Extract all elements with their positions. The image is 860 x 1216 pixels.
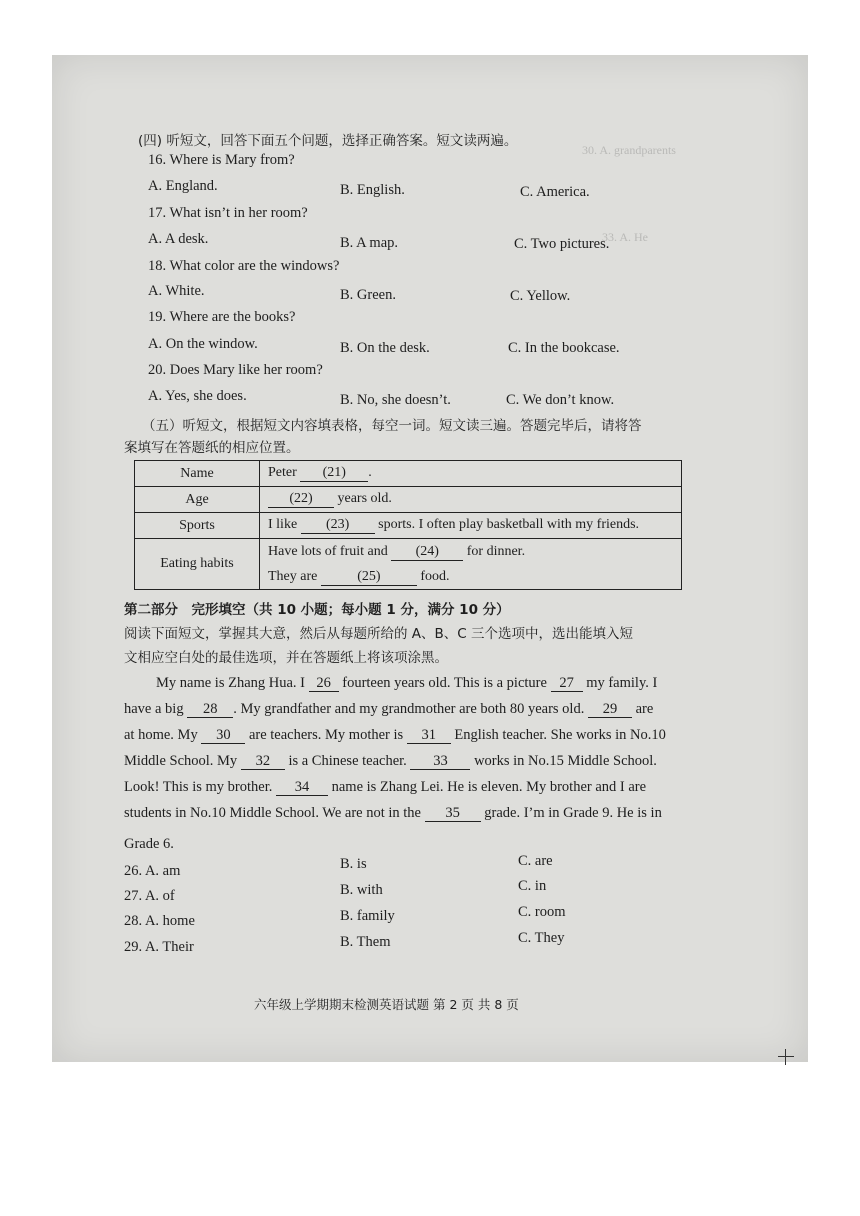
option-27-a: 27. A. of	[124, 888, 175, 904]
row-text: for dinner.	[466, 544, 526, 559]
option-26-a: 26. A. am	[124, 863, 181, 879]
question-18: 18. What color are the windows?	[148, 258, 340, 274]
blank-22: (22)	[268, 492, 334, 508]
section5-heading-cont: 案填写在答题纸的相应位置。	[124, 440, 300, 456]
row-text: food.	[420, 569, 450, 584]
row-text: years old.	[337, 491, 392, 507]
passage-text: My name is Zhang Hua. I	[156, 675, 305, 691]
question-20: 20. Does Mary like her room?	[148, 362, 323, 378]
blank-30: 30	[201, 728, 245, 744]
passage-text: are	[635, 701, 654, 717]
row-text: sports. I often play basketball with my friends.	[378, 517, 640, 533]
option-29-b: B. Them	[340, 934, 391, 950]
option-26-c: C. are	[518, 853, 553, 869]
passage-text: is a Chinese teacher.	[288, 753, 407, 769]
passage-text: name is Zhang Lei. He is eleven. My brother and I are	[331, 779, 647, 795]
blank-24: (24)	[391, 545, 463, 561]
row-text: Peter	[268, 465, 297, 481]
blank-23: (23)	[301, 518, 375, 534]
row-label-eating: Eating habits	[135, 539, 260, 590]
section4-heading: (四) 听短文，回答下面五个问题，选择正确答案。短文读两遍。	[138, 133, 518, 149]
option-28-a: 28. A. home	[124, 913, 195, 929]
option-27-c: C. in	[518, 878, 547, 894]
row-content-name	[260, 461, 682, 487]
question-16: 16. Where is Mary from?	[148, 152, 295, 168]
part2-instructions-cont: 文相应空白处的最佳选项，并在答题纸上将该项涂黑。	[124, 650, 448, 666]
option-19-b: B. On the desk.	[340, 340, 430, 356]
blank-27: 27	[551, 676, 583, 692]
option-29-c: C. They	[518, 930, 565, 946]
row-label-age: Age	[135, 487, 260, 513]
row-label-sports: Sports	[135, 513, 260, 539]
passage-line-4	[124, 753, 657, 770]
option-26-b: B. is	[340, 856, 367, 872]
row-text: They are	[268, 569, 318, 584]
passage-text: students in No.10 Middle School. We are not in the	[124, 805, 421, 821]
table-row	[135, 539, 682, 590]
passage-text: . My grandfather and my grandmother are both 80 years old.	[233, 701, 585, 717]
passage-text: grade. I’m in Grade 9. He is in	[484, 805, 662, 821]
blank-34: 34	[276, 780, 328, 796]
passage-line-1	[156, 675, 657, 692]
bleed-through-text: 33. A. He	[602, 230, 648, 244]
blank-25: (25)	[321, 570, 417, 586]
option-16-c: C. America.	[520, 184, 590, 200]
option-16-b: B. English.	[340, 182, 405, 198]
option-27-b: B. with	[340, 882, 383, 898]
blank-29: 29	[588, 702, 632, 718]
blank-28: 28	[187, 702, 233, 718]
option-16-a: A. England.	[148, 178, 218, 194]
option-17-a: A. A desk.	[148, 231, 209, 247]
table-row	[135, 487, 682, 513]
answer-table	[134, 460, 682, 590]
section5-heading: （五）听短文，根据短文内容填表格，每空一词。短文读三遍。答题完毕后，请将答	[142, 418, 642, 434]
passage-text: my family. I	[586, 675, 658, 691]
exam-page	[52, 55, 808, 1062]
option-20-c: C. We don’t know.	[506, 392, 615, 408]
page-footer: 六年级上学期期末检测英语试题 第 2 页 共 8 页	[254, 997, 519, 1012]
passage-line-2	[124, 701, 653, 718]
option-20-a: A. Yes, she does.	[148, 388, 247, 404]
part2-heading: 第二部分 完形填空（共 10 小题；每小题 1 分，满分 10 分）	[124, 602, 510, 618]
crop-mark-icon	[778, 1049, 794, 1065]
blank-26: 26	[309, 676, 339, 692]
part2-instructions: 阅读下面短文，掌握其大意，然后从每题所给的 A、B、C 三个选项中，选出能填入短	[124, 626, 634, 642]
row-content-sports	[260, 513, 682, 539]
option-17-c: C. Two pictures.	[514, 236, 610, 252]
passage-text: English teacher. She works in No.10	[454, 727, 666, 743]
row-text: Have lots of fruit and	[268, 544, 388, 559]
option-18-b: B. Green.	[340, 287, 396, 303]
option-29-a: 29. A. Their	[124, 939, 194, 955]
passage-text: are teachers. My mother is	[248, 727, 404, 743]
option-19-a: A. On the window.	[148, 336, 258, 352]
blank-21: (21)	[300, 466, 368, 482]
row-content-age	[260, 487, 682, 513]
option-17-b: B. A map.	[340, 235, 399, 251]
option-18-c: C. Yellow.	[510, 288, 571, 304]
row-label-name: Name	[135, 461, 260, 487]
table-row	[135, 461, 682, 487]
row-content-eating	[260, 539, 682, 590]
table-row	[135, 513, 682, 539]
row-text: .	[368, 465, 372, 481]
blank-32: 32	[241, 754, 285, 770]
passage-text: at home. My	[124, 727, 198, 743]
question-19: 19. Where are the books?	[148, 309, 296, 325]
question-17: 17. What isn’t in her room?	[148, 205, 308, 221]
blank-33: 33	[410, 754, 470, 770]
passage-line-5	[124, 779, 646, 796]
passage-text: fourteen years old. This is a picture	[342, 675, 547, 691]
passage-line-6	[124, 805, 662, 822]
option-20-b: B. No, she doesn’t.	[340, 392, 451, 408]
passage-text: Middle School. My	[124, 753, 238, 769]
passage-text: works in No.15 Middle School.	[474, 753, 657, 769]
option-28-c: C. room	[518, 904, 566, 920]
option-18-a: A. White.	[148, 283, 205, 299]
blank-35: 35	[425, 806, 481, 822]
passage-text: Look! This is my brother.	[124, 779, 273, 795]
option-19-c: C. In the bookcase.	[508, 340, 620, 356]
bleed-through-text: 30. A. grandparents	[582, 143, 676, 157]
row-text: I like	[268, 517, 298, 533]
blank-31: 31	[407, 728, 451, 744]
passage-line-3	[124, 727, 666, 744]
passage-text: have a big	[124, 701, 184, 717]
passage-line-7: Grade 6.	[124, 836, 174, 852]
option-28-b: B. family	[340, 908, 395, 924]
